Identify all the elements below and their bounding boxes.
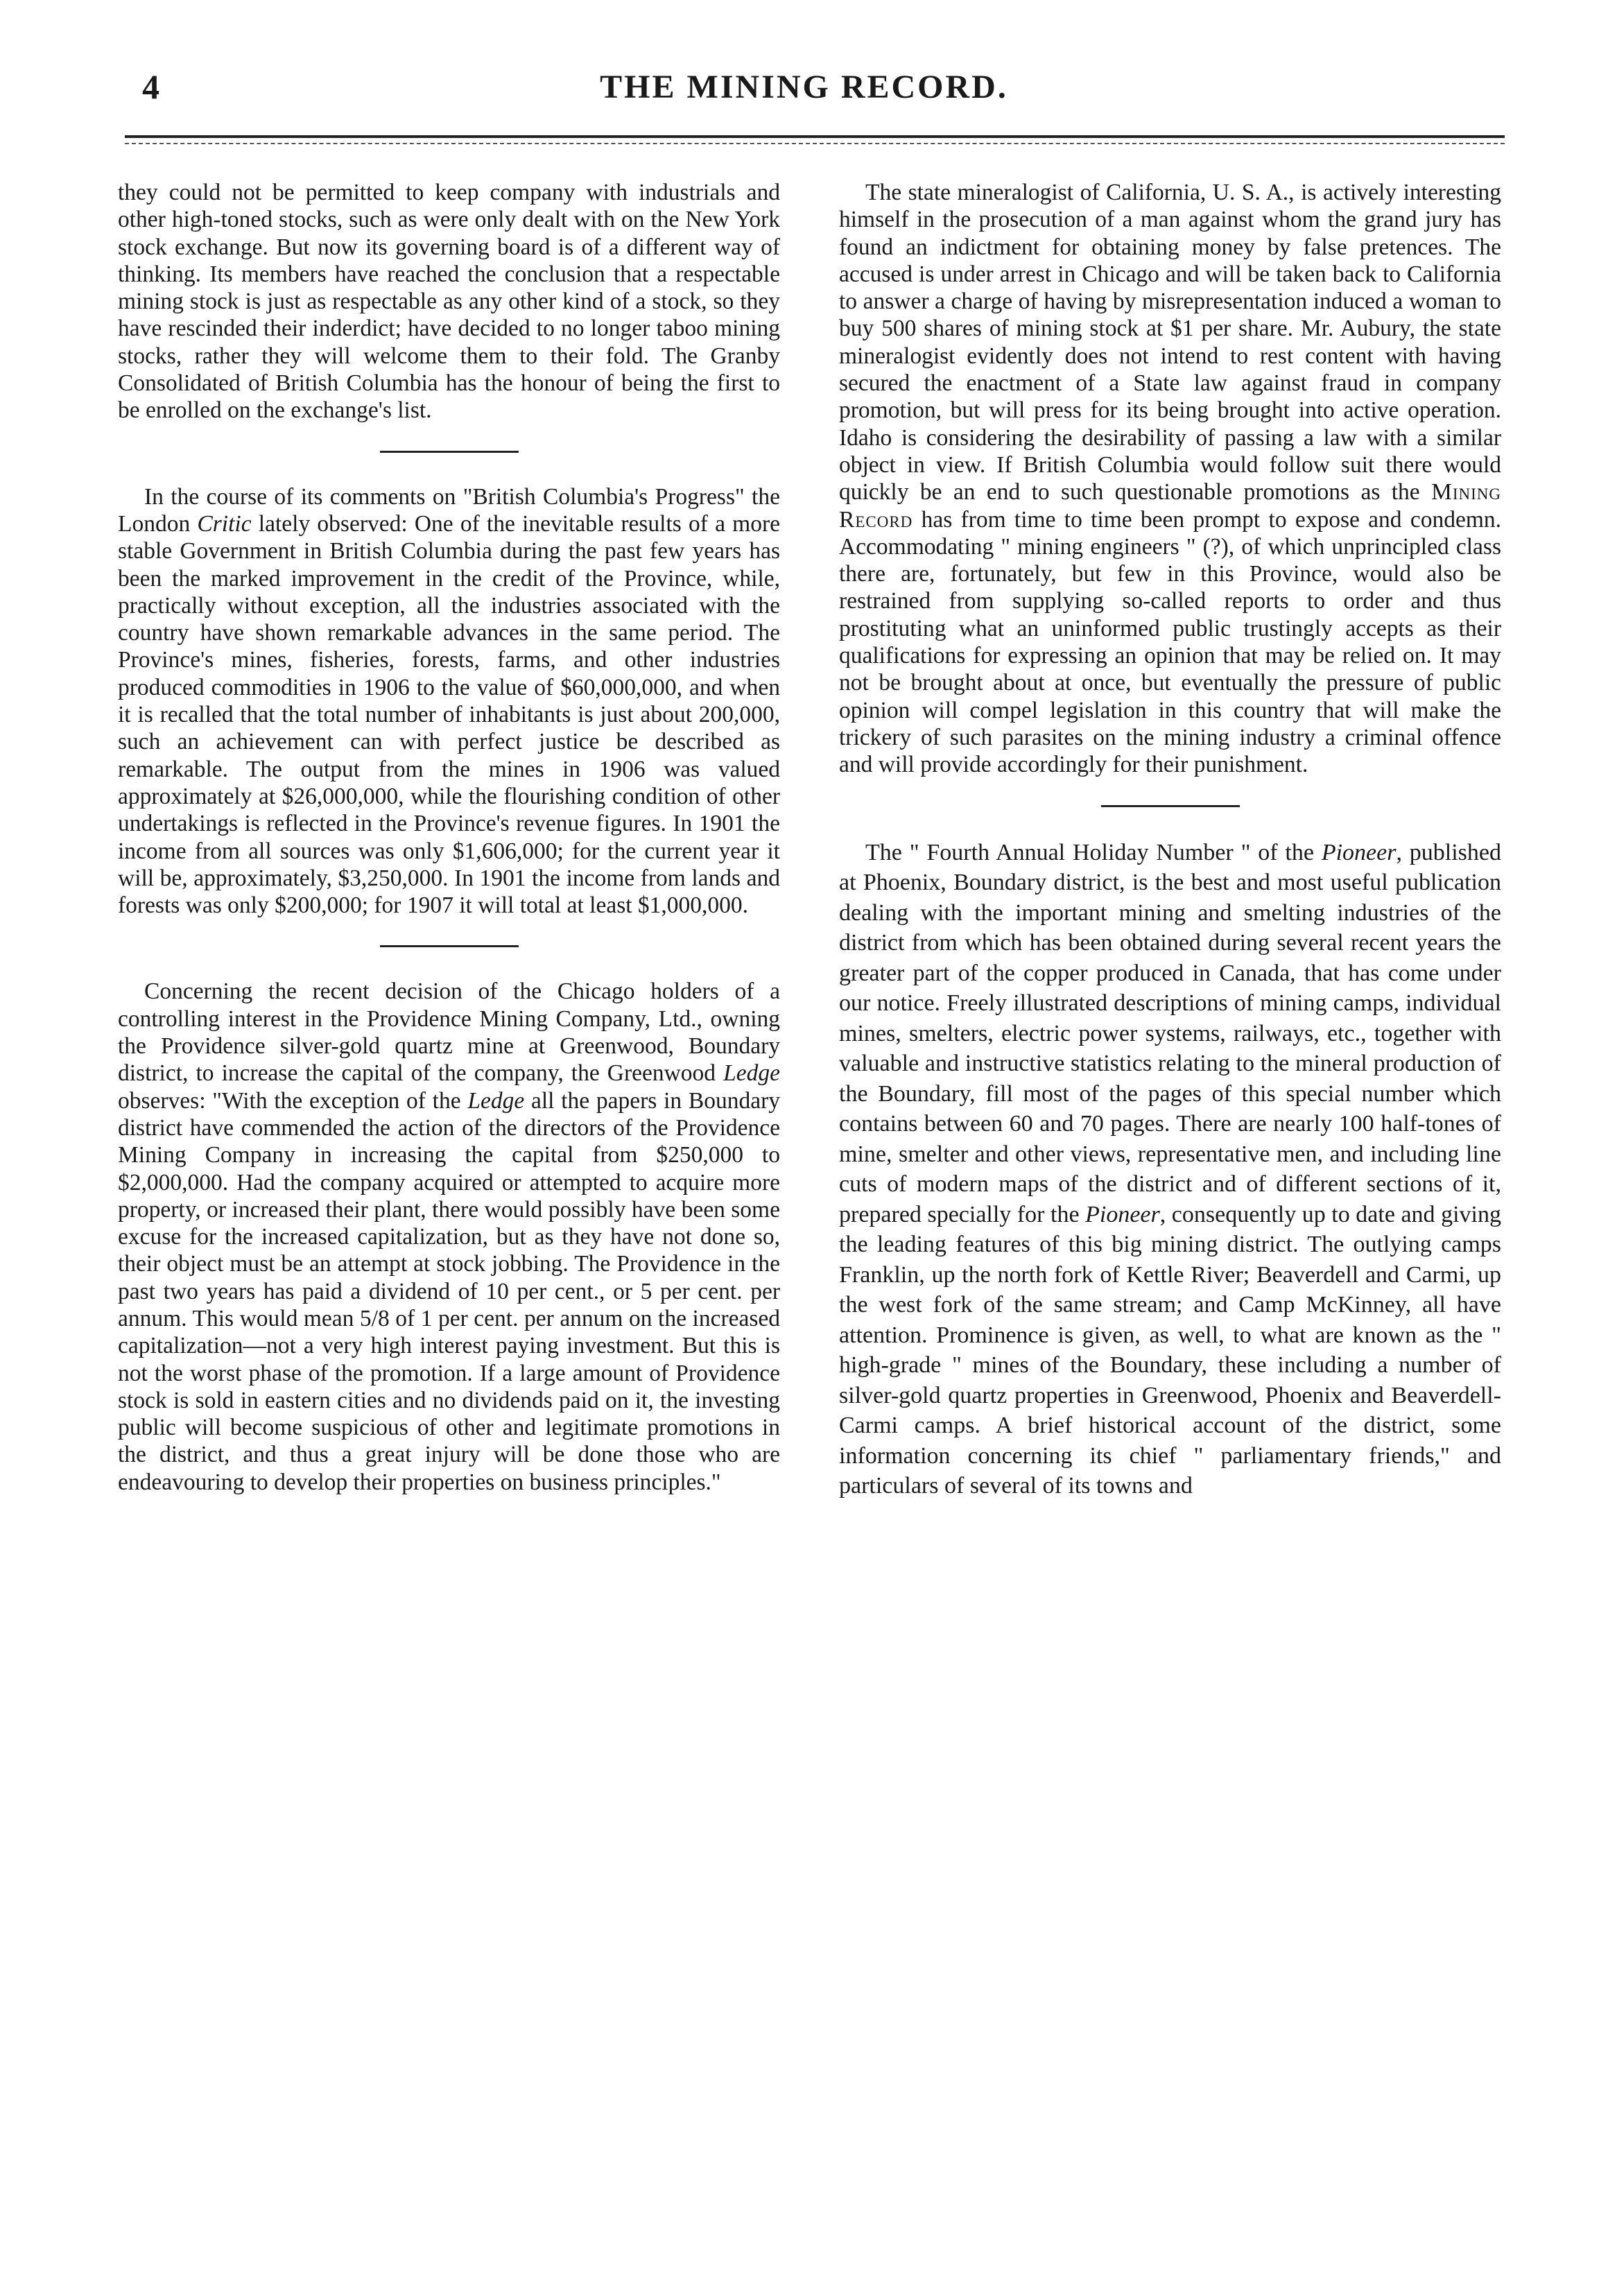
article-separator [380, 945, 519, 947]
page-number: 4 [142, 67, 159, 106]
article-separator [1101, 805, 1240, 807]
header-rule-dashed [125, 143, 1505, 144]
publication-name: Pioneer [1085, 1201, 1160, 1227]
paragraph-text: they could not be permitted to keep company with industrials and other high-toned stocks, such as were only dealt with on the New York stock exchange. But now its governing board is of a different way of thinking. Its members have reached the conclusion that a respectable mining stock is just as respectable as any other kind of a stock, so they have rescinded their inderdict; have decided to no longer taboo mining stocks, rather they will welcome them to their fold. The Granby Consolidated of British Columbia has the honour of being the first to be enrolled on the exchange's list. [118, 180, 780, 424]
publication-name: Mining Record [839, 479, 1501, 533]
paragraph-text: In the course of its comments on "British Columbia's Progress" the London [118, 483, 780, 537]
paragraph-text: , published at Phoenix, Boundary district, is the best and most useful publication dealing with the important mining and smelting industries of the district from which has been obtained during several recent years the greater part of the copper produced in Canada, that has come under our notice. Freely illustrated descriptions of mining camps, individual mines, smelters, electric power systems, railways, etc., together with valuable and instructive statistics relating to the mineral production of the Boundary, fill most of the pages of this special number which contains between 60 and 70 pages. There are nearly 100 half-tones of mine, smelter and other views, representative men, and including line cuts of modern maps of the district and of different sections of it, prepared specially for the [839, 839, 1501, 1227]
publication-name: Pioneer [1321, 839, 1397, 865]
paragraph-text: The " Fourth Annual Holiday Number " of the [865, 839, 1322, 865]
header-rule [125, 135, 1505, 138]
paragraph-text: all the papers in Boundary district have commended the action of the directors of the Providence Mining Company in increasing the capital from $250,000 to $2,000,000. Had the company acquired or attempted to acquire more property, or increased their plant, there would possibly have been some excuse for the increased capitalization, but as they have not done so, their object must be an attempt at stock jobbing. The Providence in the past two years has paid a dividend of 10 per cent., or 5 per cent. per annum. This would mean 5/8 of 1 per cent. per annum on the increased capitalization—not a very high interest paying investment. But this is not the worst phase of the promotion. If a large amount of Providence stock is sold in eastern cities and no dividends paid on it, the investing public will become suspicious of other and legitimate promotions in the district, and thus a great injury will be done those who are endeavouring to develop their properties on business principles." [118, 1087, 780, 1495]
paragraph-text: Concerning the recent decision of the Chicago holders of a controlling interest in the Providence Mining Company, Ltd., owning the Providence silver-gold quartz mine at Greenwood, Boundary district, to increase the capital of the company, the Greenwood [118, 978, 780, 1087]
article-granby-continuation [118, 179, 780, 424]
publication-name: Ledge [467, 1087, 525, 1114]
right-column [839, 179, 1501, 2232]
paragraph-text: lately observed: One of the inevitable results of a more stable Government in British Columbia during the past few years has been the marked improvement in the credit of the Province, while, practically without exception, all the industries associated with the country have shown remarkable advances in the same period. The Province's mines, fisheries, forests, farms, and other industries produced commodities in 1906 to the value of $60,000,000, and when it is recalled that the total number of inhabitants is just about 200,000, such an achievement can with perfect justice be described as remarkable. The output from the mines in 1906 was valued approximately at $26,000,000, while the flourishing condition of other undertakings is reflected in the Province's revenue figures. In 1901 the income from all sources was only $1,606,000; for the current year it will be, approximately, $3,250,000. In 1901 the income from lands and forests was only $200,000; for 1907 it will total at least $1,000,000. [118, 510, 780, 919]
publication-name: Ledge [723, 1060, 780, 1087]
article-california-mineralogist [839, 179, 1501, 779]
paragraph-text: has from time to time been prompt to expose and condemn. Accommodating " mining engineers " (?), of which unprincipled class there are, fortunately, but few in this Province, would also be restrained from supplying so-called reports to order and thus prostituting what an uninformed public trustingly accepts as their qualifications for expressing an opinion that may be relied on. It may not be brought about at once, but eventually the pressure of public opinion will compel legislation in this country that will make the trickery of such parasites on the mining industry a criminal offence and will provide accordingly for their punishment. [839, 506, 1501, 778]
running-head-title: THE MINING RECORD. [600, 69, 1008, 105]
article-providence-mining [118, 978, 780, 1496]
left-column [118, 179, 780, 2232]
article-pioneer-holiday-number [839, 838, 1501, 1501]
article-separator [380, 451, 519, 453]
article-bc-progress [118, 483, 780, 920]
publication-name: Critic [197, 510, 252, 537]
paragraph-text: , consequently up to date and giving the leading features of this big mining district. The outlying camps Franklin, up the north fork of Kettle River; Beaverdell and Carmi, up the west fork of the same stream; and Camp McKinney, all have attention. Prominence is given, as well, to what are known as the " high-grade " mines of the Boundary, these including a number of silver-gold quartz properties in Greenwood, Phoenix and Beaverdell-Carmi camps. A brief historical account of the district, some information concerning its chief " parliamentary friends," and particulars of several of its towns and [839, 1201, 1501, 1499]
paragraph-text: observes: "With the exception of the [118, 1087, 468, 1114]
paragraph-text: The state mineralogist of California, U. S. A., is actively interesting himself in the prosecution of a man against whom the grand jury has found an indictment for obtaining money by false pretences. The accused is under arrest in Chicago and will be taken back to California to answer a charge of having by misrepresentation induced a woman to buy 500 shares of mining stock at $1 per share. Mr. Aubury, the state mineralogist evidently does not intend to rest content with having secured the enactment of a State law against fraud in company promotion, but will press for its being brought into active operation. Idaho is considering the desirability of passing a law with a similar object in view. If British Columbia would follow suit there would quickly be an end to such questionable promotions as the [839, 180, 1501, 506]
